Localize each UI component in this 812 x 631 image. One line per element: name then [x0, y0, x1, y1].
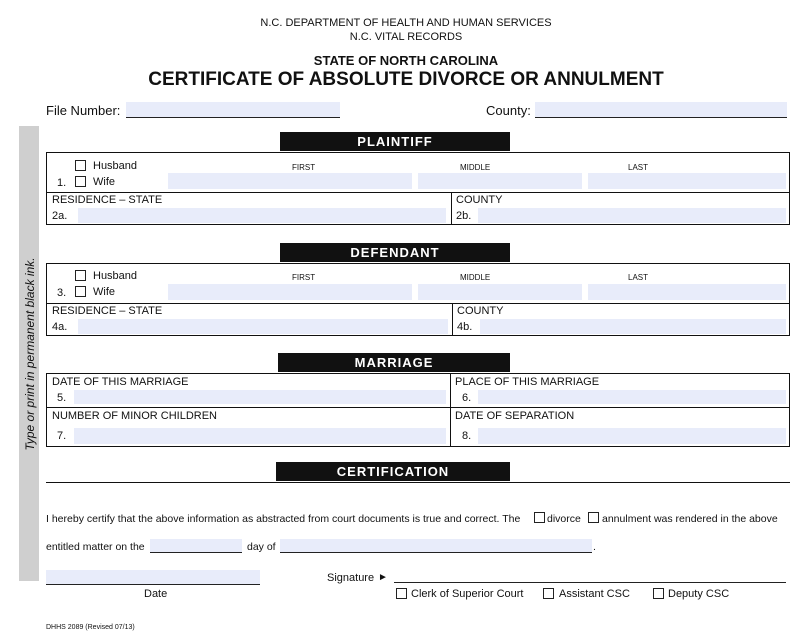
county-label: COUNTY: [457, 305, 504, 317]
item-number: 1.: [57, 177, 67, 189]
first-name-label: FIRST: [292, 163, 316, 172]
defendant-wife-label: Wife: [93, 286, 115, 298]
divider: [47, 192, 789, 193]
entitled-matter-label: entitled matter on the: [46, 541, 145, 553]
deputy-csc-checkbox[interactable]: [653, 588, 664, 599]
divider: [450, 374, 451, 446]
plaintiff-middle-name-field[interactable]: [418, 173, 582, 189]
residence-state-label: RESIDENCE – STATE: [52, 305, 163, 317]
middle-name-label: MIDDLE: [460, 163, 491, 172]
item-number: 5.: [57, 392, 67, 404]
signature-arrow-icon: ►: [378, 572, 388, 583]
sentence-end: .: [593, 541, 596, 553]
defendant-middle-name-field[interactable]: [418, 284, 582, 300]
item-number: 3.: [57, 287, 67, 299]
plaintiff-county-field[interactable]: [478, 208, 786, 223]
plaintiff-husband-label: Husband: [93, 160, 138, 172]
department-name: N.C. DEPARTMENT OF HEALTH AND HUMAN SERVICES: [260, 17, 552, 29]
plaintiff-first-name-field[interactable]: [168, 173, 412, 189]
item-number: 8.: [462, 430, 472, 442]
ink-instruction: Type or print in permanent black ink.: [23, 257, 37, 451]
minor-children-label: NUMBER OF MINOR CHILDREN: [52, 410, 218, 422]
date-label: Date: [144, 588, 168, 600]
defendant-husband-label: Husband: [93, 270, 138, 282]
divorce-checkbox[interactable]: [534, 512, 545, 523]
deputy-csc-label: Deputy CSC: [668, 588, 730, 600]
county-field[interactable]: [535, 102, 787, 118]
certification-date-field[interactable]: [46, 570, 260, 585]
defendant-husband-checkbox[interactable]: [75, 270, 86, 281]
signature-label: Signature: [327, 572, 375, 584]
divider: [47, 303, 789, 304]
defendant-wife-checkbox[interactable]: [75, 286, 86, 297]
certification-statement: I hereby certify that the above information as abstracted from court documents is true and correct. The: [46, 513, 521, 525]
assistant-csc-checkbox[interactable]: [543, 588, 554, 599]
state-name: STATE OF NORTH CAROLINA: [313, 53, 499, 68]
marriage-date-field[interactable]: [74, 390, 446, 404]
defendant-residence-state-field[interactable]: [78, 319, 448, 334]
plaintiff-wife-checkbox[interactable]: [75, 176, 86, 187]
residence-state-label: RESIDENCE – STATE: [52, 194, 163, 206]
separation-date-label: DATE OF SEPARATION: [455, 410, 575, 422]
divider: [47, 407, 789, 408]
defendant-county-field[interactable]: [480, 319, 786, 334]
annulment-label: annulment was rendered in the above: [602, 513, 778, 525]
defendant-last-name-field[interactable]: [588, 284, 786, 300]
divorce-label: divorce: [547, 513, 581, 525]
plaintiff-husband-checkbox[interactable]: [75, 160, 86, 171]
file-number-label: File Number:: [46, 103, 121, 118]
certification-rule: [46, 482, 790, 483]
day-field[interactable]: [150, 539, 242, 553]
middle-name-label: MIDDLE: [460, 273, 491, 282]
assistant-csc-label: Assistant CSC: [559, 588, 630, 600]
marriage-heading: MARRIAGE: [278, 353, 510, 372]
marriage-place-label: PLACE OF THIS MARRIAGE: [455, 376, 600, 388]
form-title: CERTIFICATE OF ABSOLUTE DIVORCE OR ANNULMENT: [148, 69, 664, 90]
divider: [451, 192, 452, 224]
item-number: 6.: [462, 392, 472, 404]
last-name-label: LAST: [628, 273, 649, 282]
month-year-field[interactable]: [280, 539, 592, 553]
file-number-field[interactable]: [126, 102, 340, 118]
defendant-first-name-field[interactable]: [168, 284, 412, 300]
county-label: County:: [486, 103, 531, 118]
plaintiff-heading: PLAINTIFF: [280, 132, 510, 151]
plaintiff-last-name-field[interactable]: [588, 173, 786, 189]
office-name: N.C. VITAL RECORDS: [349, 31, 463, 43]
last-name-label: LAST: [628, 163, 649, 172]
item-number: 2b.: [456, 210, 472, 222]
form-code: DHHS 2089 (Revised 07/13): [46, 624, 135, 631]
annulment-checkbox[interactable]: [588, 512, 599, 523]
marriage-place-field[interactable]: [478, 390, 786, 404]
clerk-label: Clerk of Superior Court: [411, 588, 524, 600]
separation-date-field[interactable]: [478, 428, 786, 444]
item-number: 4a.: [52, 321, 68, 333]
first-name-label: FIRST: [292, 273, 316, 282]
item-number: 2a.: [52, 210, 68, 222]
item-number: 4b.: [457, 321, 473, 333]
defendant-heading: DEFENDANT: [280, 243, 510, 262]
signature-field[interactable]: [394, 570, 786, 583]
item-number: 7.: [57, 430, 67, 442]
county-label: COUNTY: [456, 194, 503, 206]
certification-heading: CERTIFICATION: [276, 462, 510, 481]
clerk-checkbox[interactable]: [396, 588, 407, 599]
plaintiff-residence-state-field[interactable]: [78, 208, 446, 223]
divider: [452, 303, 453, 335]
marriage-date-label: DATE OF THIS MARRIAGE: [52, 376, 189, 388]
minor-children-field[interactable]: [74, 428, 446, 444]
day-of-label: day of: [247, 541, 276, 553]
plaintiff-wife-label: Wife: [93, 176, 115, 188]
